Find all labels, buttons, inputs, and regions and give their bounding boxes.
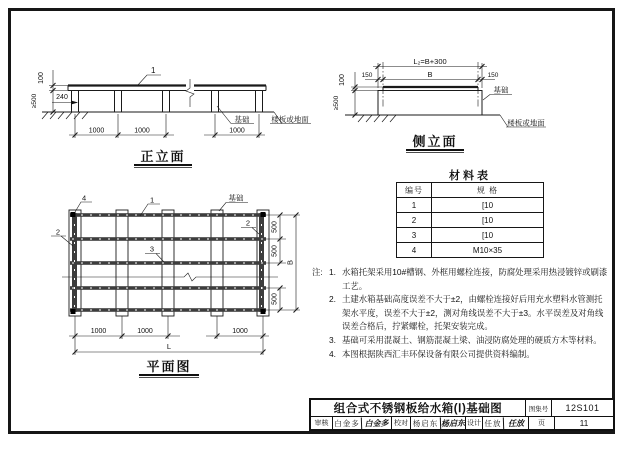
dim-label-150-right: 150 [487, 72, 499, 79]
callout-4: 4 [82, 193, 87, 203]
material-spec: M10×35 [432, 243, 544, 258]
dim-label-500: 500 [271, 293, 279, 305]
callout-2-right: 2 [245, 218, 251, 228]
callout-2-right-leader [241, 228, 259, 235]
material-no: 3 [397, 228, 432, 243]
note-number: 2. [329, 294, 336, 305]
table-row [397, 213, 544, 228]
front-elevation-title: 正立面 [140, 149, 186, 164]
dim-label-b: B [285, 259, 295, 266]
design-name: 任放 [482, 417, 503, 429]
note-text: 土建水箱基础高度误差不大于±2，由螺栓连接好后用充水塑料水管测托架水平度，误差不大于±2，测对角线误差不大于±3。水平误差及对角线误差合格后，拧紧螺栓，托架安装完成。 [342, 294, 604, 332]
material-no: 4 [397, 243, 432, 258]
dim-label-l2: L₂=B+300 [413, 57, 447, 66]
note-number: 1. [329, 267, 336, 277]
ground-hatch [42, 112, 88, 119]
plan-view-drawing [38, 190, 310, 378]
foundation-label: 基础 [228, 193, 244, 203]
dim-label-ge500: ≥500 [333, 95, 340, 111]
material-no: 2 [397, 213, 432, 228]
material-no: 1 [397, 198, 432, 213]
proofread-name: 杨启东 [410, 417, 440, 429]
dim-label-100: 100 [38, 72, 45, 84]
page-label: 页 [528, 417, 554, 429]
material-col-spec: 规 格 [432, 183, 544, 198]
material-table-title: 材料表 [449, 170, 491, 182]
note-number: 3. [329, 334, 336, 345]
dim-label-500: 500 [271, 221, 279, 233]
floor-label: 楼板或地面 [507, 118, 545, 128]
front-elevation-drawing [28, 50, 328, 185]
note-item [329, 334, 608, 348]
dim-label-ge500: ≥500 [31, 93, 38, 109]
callout-3-leader [145, 254, 164, 263]
foundation-label: 基础 [234, 115, 250, 124]
centerlines [383, 62, 478, 107]
dim-label-1000: 1000 [88, 127, 105, 135]
drawing-title: 组合式不锈钢板给水箱(Ⅰ)基础图 [333, 403, 503, 415]
table-row [397, 198, 544, 213]
callout-3: 3 [149, 244, 155, 254]
corner-bolt [71, 212, 76, 217]
foundation-block [378, 91, 482, 116]
note-item [329, 293, 608, 334]
note-number: 4. [329, 348, 336, 359]
design-signature: 任放 [503, 417, 528, 430]
material-table [396, 167, 544, 258]
dim-label-500: 500 [271, 245, 279, 257]
plan-view-title: 平面图 [146, 359, 192, 374]
material-col-no: 编号 [397, 183, 432, 198]
proofread-signature: 杨启东 [440, 418, 466, 428]
corner-bolt [261, 309, 266, 314]
table-row [397, 243, 544, 258]
design-label: 设计 [465, 417, 482, 429]
foundation-label: 基础 [493, 85, 509, 95]
note-text: 基础可采用混凝土、钢筋混凝土梁、油浸防腐处理的硬质方木等材料。 [342, 334, 602, 345]
dim-label-1000: 1000 [229, 127, 245, 135]
note-text: 本图根据陕西汇丰环保设备有限公司提供资料编制。 [342, 348, 535, 359]
callout-1: 1 [151, 66, 156, 75]
dim-label-l: L [166, 342, 172, 351]
ground-hatch [358, 115, 396, 122]
notes-section [312, 266, 608, 361]
review-signature: 白金多 [361, 416, 391, 429]
atlas-number: 12S101 [551, 400, 613, 416]
note-item [312, 266, 608, 293]
material-spec: [10 [432, 198, 544, 213]
note-text: 水箱托架采用10#槽钢、外框用螺栓连接，防腐处理采用热浸镀锌或刷漆工艺。 [342, 267, 608, 291]
page-number: 11 [554, 417, 613, 429]
dim-label-150-left: 150 [361, 72, 373, 79]
table-row [397, 228, 544, 243]
corner-bolt [71, 309, 76, 314]
review-label: 审核 [314, 420, 329, 427]
dim-label-1000: 1000 [232, 328, 248, 335]
dim-label-b: B [427, 70, 433, 79]
dim-240-arrow [71, 101, 78, 105]
floor-label: 楼板或地面 [271, 115, 309, 124]
title-block [309, 398, 615, 431]
callout-1: 1 [150, 195, 155, 205]
side-elevation-title: 侧立面 [412, 134, 458, 149]
notes-label: 注: [312, 267, 323, 277]
dim-label-240: 240 [56, 94, 68, 101]
dim-label-1000: 1000 [134, 127, 150, 135]
proofread-label: 校对 [391, 417, 410, 429]
support-columns [72, 91, 263, 113]
foundation-leader [483, 95, 512, 101]
atlas-number-label: 图集号 [525, 400, 551, 416]
side-elevation-drawing [330, 50, 610, 162]
callout-2-left: 2 [55, 227, 61, 237]
material-spec: [10 [432, 228, 544, 243]
dim-label-1000: 1000 [137, 328, 153, 335]
break-symbol [186, 79, 194, 107]
corner-bolt [261, 212, 266, 217]
dim-label-1000: 1000 [90, 328, 107, 335]
material-spec: [10 [432, 213, 544, 228]
dim-label-100: 100 [339, 74, 346, 86]
review-name: 白金多 [332, 417, 361, 429]
note-item [329, 348, 608, 362]
